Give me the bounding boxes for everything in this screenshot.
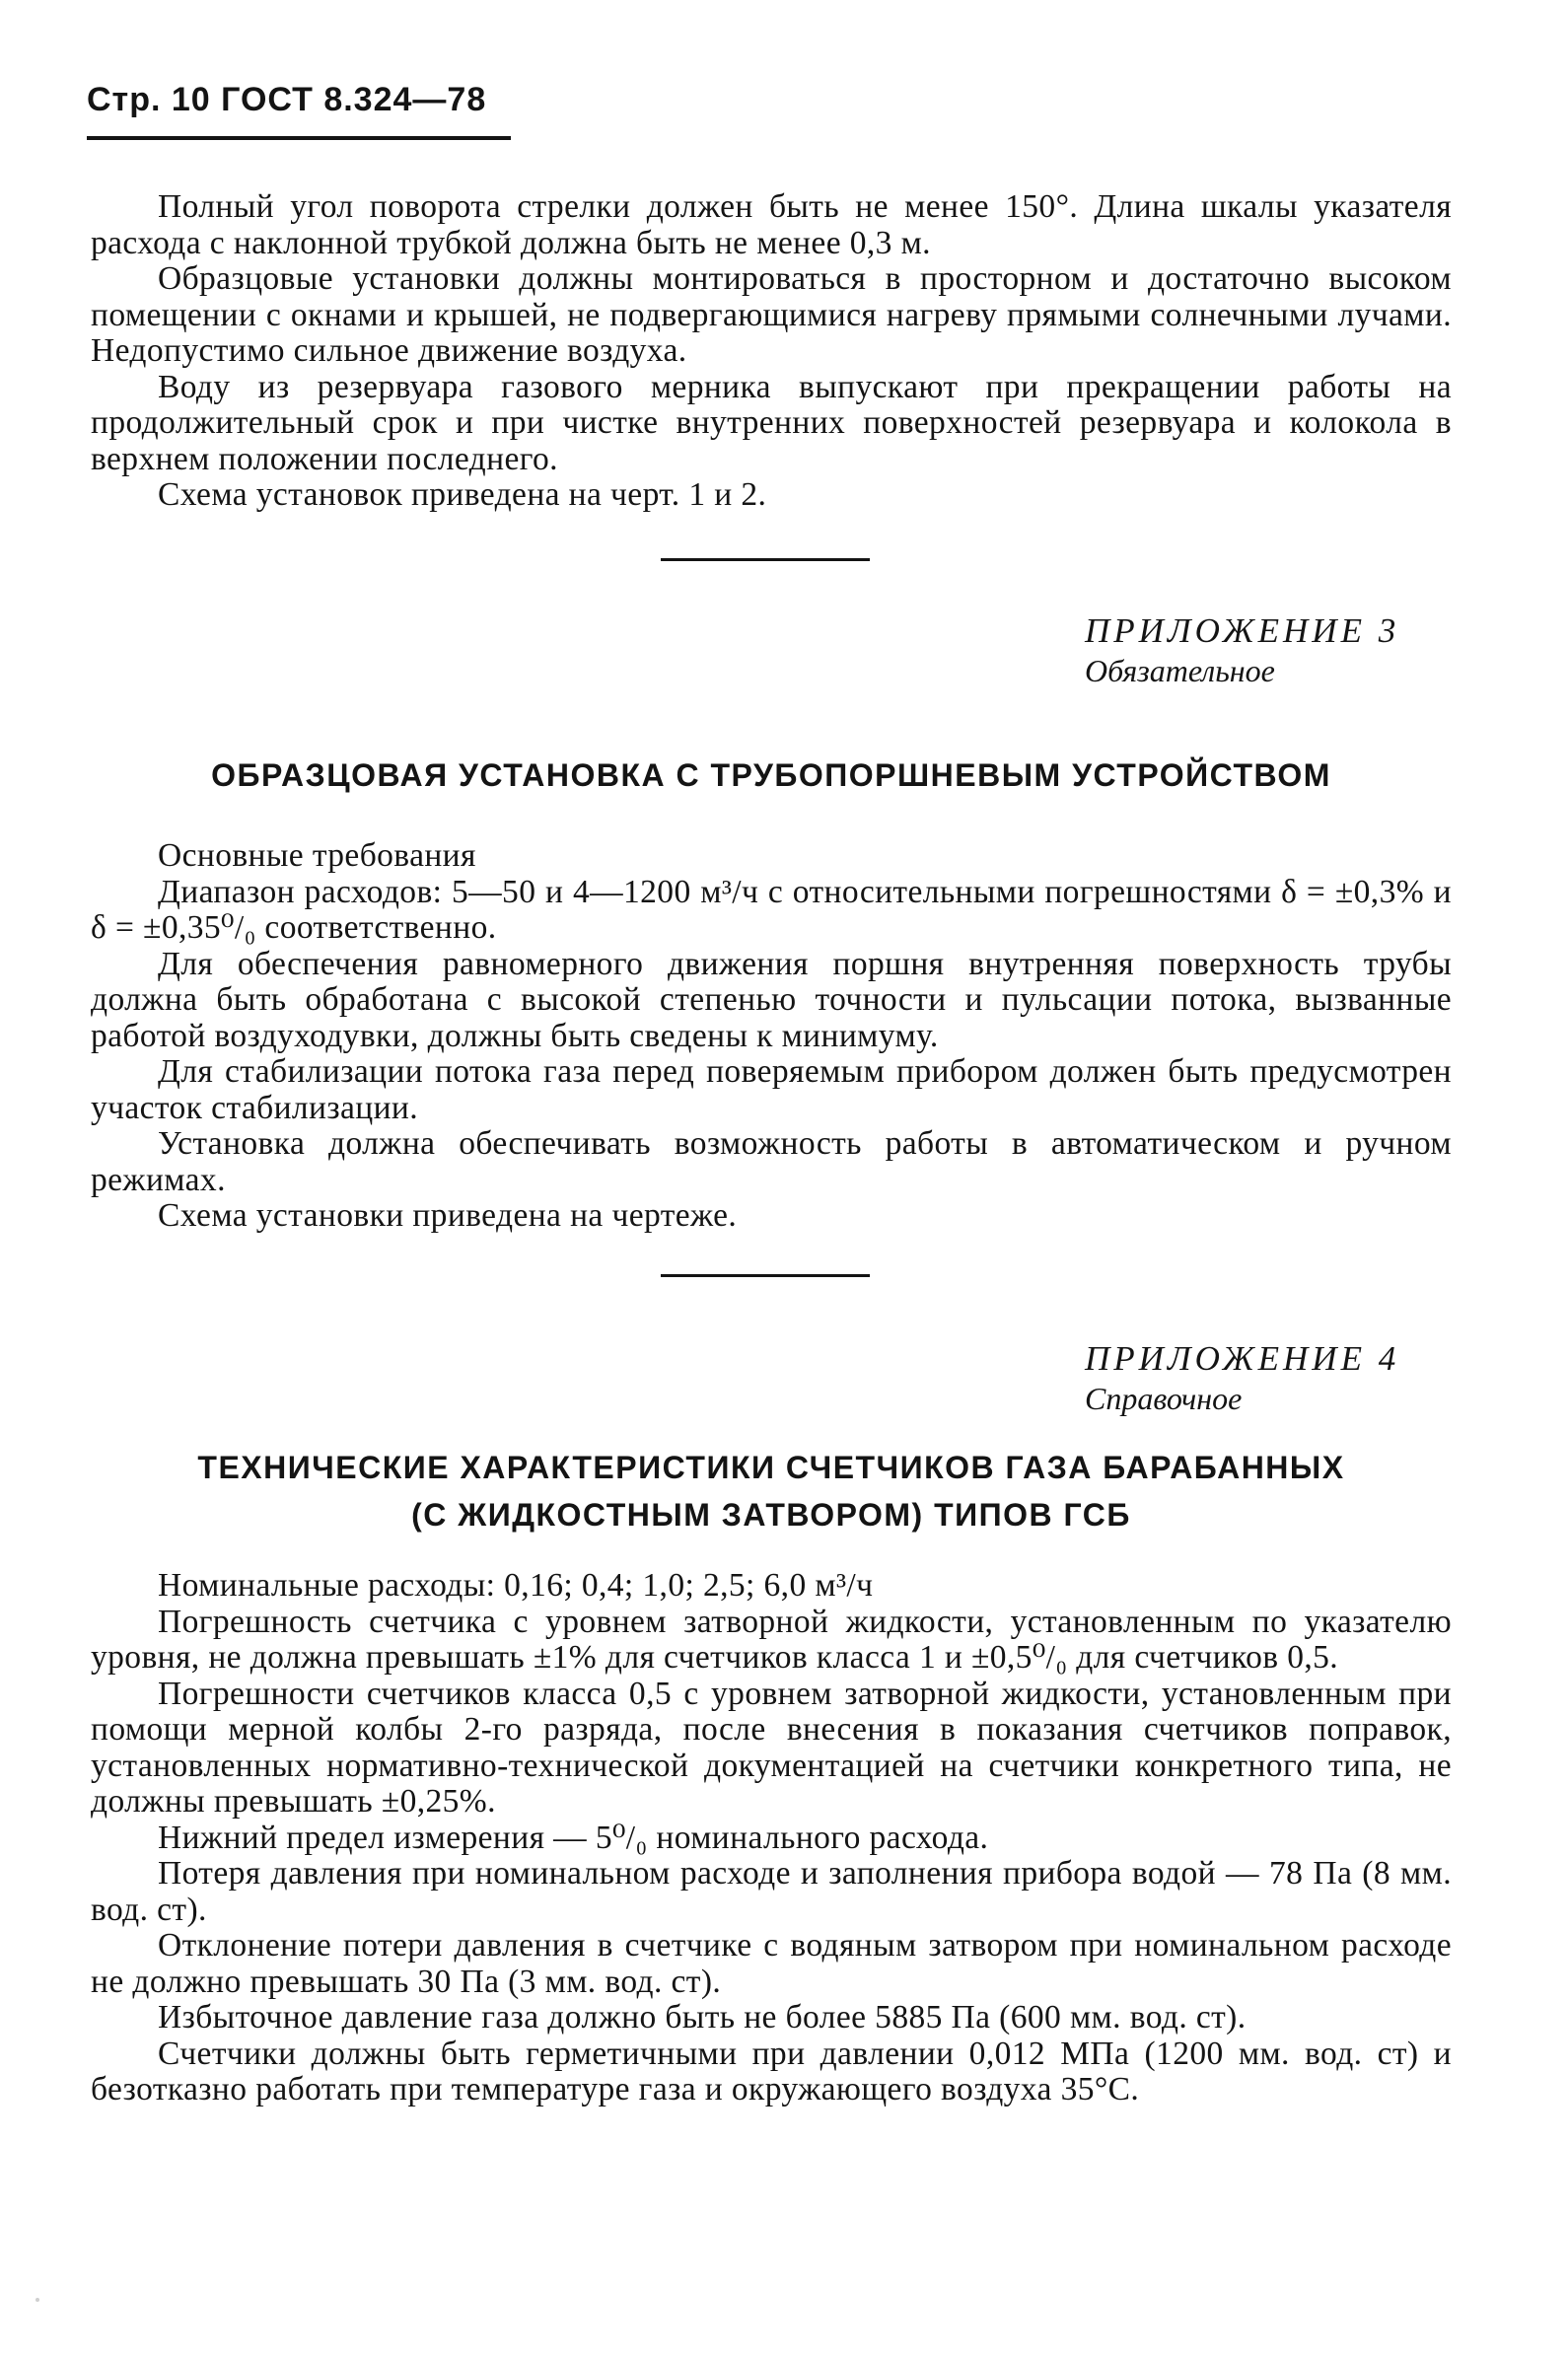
paragraph: Для стабилизации потока газа перед поверяемым прибором должен быть предусмотрен участок стабилизации. — [91, 1053, 1452, 1126]
appendix-label: ПРИЛОЖЕНИЕ 3 — [1085, 611, 1400, 650]
title-line: ТЕХНИЧЕСКИЕ ХАРАКТЕРИСТИКИ СЧЕТЧИКОВ ГАЗА БАРАБАННЫХ — [197, 1450, 1345, 1485]
paragraph: Отклонение потери давления в счетчике с водяным затвором при номинальном расходе не должно превышать 30 Па (3 мм. вод. ст). — [91, 1927, 1452, 2000]
appendix-3-title: ОБРАЗЦОВАЯ УСТАНОВКА С ТРУБОПОРШНЕВЫМ УСТРОЙСТВОМ — [211, 757, 1331, 793]
appendix-3-heading — [1085, 611, 1460, 690]
appendix-4-heading — [1085, 1339, 1460, 1418]
appendix-label: ПРИЛОЖЕНИЕ 4 — [1085, 1339, 1400, 1378]
intro-section — [91, 189, 1452, 514]
paragraph: Схема установки приведена на чертеже. — [158, 1197, 738, 1234]
page-header: Стр. 10 ГОСТ 8.324—78 — [87, 81, 487, 118]
paragraph: Погрешность счетчика с уровнем затворной жидкости, установленным по указателю уровня, не должна превышать ±1% для счетчиков класса 1 и ±0,5⁰/₀ для счетчиков 0,5. — [91, 1603, 1452, 1676]
header-rule — [87, 136, 511, 140]
paragraph: Воду из резервуара газового мерника выпускают при прекращении работы на продолжительный срок и при чистке внутренних поверхностей резервуара и колокола в верхнем положении последнего. — [91, 368, 1452, 477]
paragraph: Для обеспечения равномерного движения поршня внутренняя поверхность трубы должна быть обработана с высокой степенью точности и пульсации потока, вызванные работой воздуходувки, должны быть сведены к минимуму. — [91, 945, 1452, 1054]
subheading: Основные требования — [158, 837, 476, 874]
paragraph: Счетчики должны быть герметичными при давлении 0,012 МПа (1200 мм. вод. ст) и безотказно работать при температуре газа и окружающего воздуха 35°С. — [91, 2035, 1452, 2107]
section-divider — [661, 1274, 870, 1277]
appendix-status: Справочное — [1085, 1381, 1243, 1416]
paragraph: Погрешности счетчиков класса 0,5 с уровнем затворной жидкости, установленным при помощи мерной колбы 2-го разряда, после внесения в показания счетчиков поправок, установленных нормативно-технической документацией на счетчики конкретного типа, не должны превышать ±0,25%. — [91, 1675, 1452, 1820]
paragraph: Избыточное давление газа должно быть не более 5885 Па (600 мм. вод. ст). — [158, 1999, 1247, 2036]
appendix-status: Обязательное — [1085, 653, 1275, 688]
title-line: (С ЖИДКОСТНЫМ ЗАТВОРОМ) ТИПОВ ГСБ — [411, 1497, 1131, 1533]
paragraph: Потеря давления при номинальном расходе и заполнения прибора водой — 78 Па (8 мм. вод. ст). — [91, 1855, 1452, 1928]
paragraph: Номинальные расходы: 0,16; 0,4; 1,0; 2,5; 6,0 м³/ч — [158, 1567, 874, 1604]
paragraph: Диапазон расходов: 5—50 и 4—1200 м³/ч с относительными погрешностями δ = ±0,3% и δ = ±0,35⁰/₀ соответственно. — [91, 873, 1452, 946]
paragraph: Нижний предел измерения — 5⁰/₀ номинального расхода. — [158, 1819, 989, 1856]
appendix-4-title — [91, 1444, 1452, 1538]
paragraph: Установка должна обеспечивать возможность работы в автоматическом и ручном режимах. — [91, 1125, 1452, 1198]
appendix-3-body — [91, 838, 1452, 1235]
paragraph: Полный угол поворота стрелки должен быть не менее 150°. Длина шкалы указателя расхода с наклонной трубкой должна быть не менее 0,3 м. — [91, 188, 1452, 261]
section-divider — [661, 558, 870, 561]
paragraph: Образцовые установки должны монтироваться в просторном и достаточно высоком помещении с окнами и крышей, не подвергающимися нагреву прямыми солнечными лучами. Недопустимо сильное движение воздуха. — [91, 260, 1452, 369]
appendix-4-body — [91, 1568, 1452, 2108]
scan-speck — [36, 2298, 39, 2302]
paragraph: Схема установок приведена на черт. 1 и 2. — [158, 476, 767, 513]
